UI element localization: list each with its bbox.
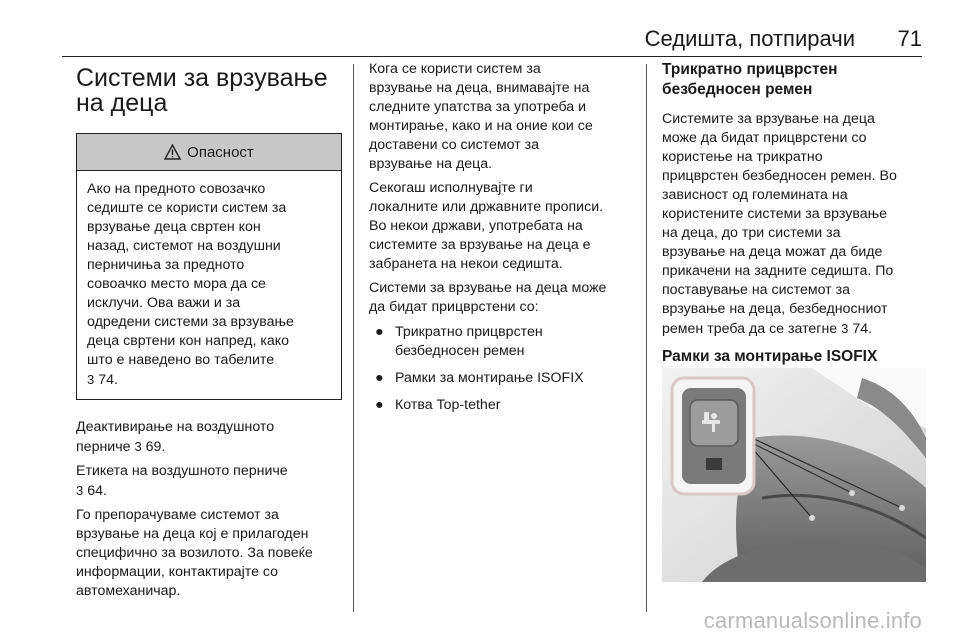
column-divider-2 — [646, 64, 647, 612]
arrow-icon: 3 — [134, 439, 142, 454]
bullet-list — [369, 323, 631, 415]
bullet-icon: ● — [375, 397, 384, 413]
text-line: забранета на некои седишта. — [369, 256, 563, 272]
text-line: Во некои држави, употребата на — [369, 218, 583, 234]
list-item — [369, 323, 631, 361]
danger-label: Опасност — [187, 143, 254, 161]
page-reference-link[interactable] — [841, 321, 872, 337]
text-line: може да бидат прицврстени со — [662, 130, 867, 146]
text-line: што е наведено во табелите — [87, 352, 275, 368]
text-line: информации, контактирајте со — [76, 564, 279, 580]
text-line: одредени системи за врзување — [87, 314, 294, 330]
reference-page: 74. — [852, 321, 873, 337]
page-reference-link[interactable] — [76, 483, 107, 499]
text-line: врзување на деца можат да биде — [662, 244, 883, 260]
text-line: да бидат прицврстени со: — [369, 299, 539, 315]
text-line: Секогаш исполнувајте ги — [369, 180, 533, 196]
text-line: Рамки за монтирање ISOFIX — [395, 370, 584, 386]
paragraph — [76, 418, 342, 457]
paragraph — [76, 506, 342, 601]
text-line: прикачени на задните седишта. По — [662, 263, 894, 279]
text-line: Ако на предното совозачко — [87, 181, 266, 197]
paragraph — [76, 462, 342, 501]
subheading — [662, 60, 932, 100]
reference-page: 74. — [98, 372, 118, 388]
text-line: Котва Top-tether — [395, 397, 501, 413]
arrow-icon: 3 — [76, 483, 84, 498]
column-left — [76, 60, 342, 606]
text-line: користените системи за врзување — [662, 206, 888, 222]
list-item — [369, 369, 631, 388]
column-right — [662, 60, 932, 376]
text-line: исклучи. Ова важи и за — [87, 295, 241, 311]
page-number: 71 — [897, 26, 922, 51]
text-line: безбедносен ремен — [395, 343, 525, 359]
text-line: Кога се користи систем за — [369, 61, 541, 77]
section-title — [76, 66, 342, 116]
text-line: врзување на деца. — [369, 156, 493, 172]
text-line: врзување на деца, внимавајте на — [369, 80, 590, 96]
section-title-line: на деца — [76, 89, 168, 117]
reference-page: 64. — [87, 483, 107, 499]
text-line: врзување на деца, безбедносниот — [662, 301, 888, 317]
danger-text — [77, 171, 341, 399]
text-line: Трикратно прицврстен — [395, 324, 543, 340]
isofix-illustration — [662, 368, 926, 582]
text-line: користење на трикратно — [662, 149, 823, 165]
warning-triangle-icon — [164, 144, 181, 160]
text-line: Го препорачуваме системот за — [76, 507, 279, 523]
page-reference-link[interactable] — [134, 439, 165, 455]
watermark: carmanualsonline.info — [703, 608, 922, 633]
paragraph — [369, 60, 631, 174]
text-line: локалните или државните прописи. — [369, 199, 604, 215]
text-line: зависност од големината на — [662, 187, 848, 203]
text-line: Деактивирање на воздушното — [76, 419, 275, 435]
paragraph — [369, 279, 631, 317]
text-line: монтирање, како и на оние кои се — [369, 118, 593, 134]
text-line: доставени со системот за — [369, 137, 540, 153]
text-line: деца свртени кон напред, како — [87, 333, 290, 349]
text-line: следните упатства за употреба и — [369, 99, 587, 115]
page-reference-link[interactable] — [87, 370, 331, 390]
text-line: Системите за врзување на деца — [662, 111, 875, 127]
text-line: прицврстен безбедносен ремен. Во — [662, 168, 897, 184]
subheading: Рамки за монтирање ISOFIX — [662, 348, 878, 365]
arrow-icon: 3 — [87, 372, 95, 387]
paragraph — [369, 179, 631, 274]
text-line: Системи за врзување на деца може — [369, 280, 607, 296]
text-line: Етикета на воздушното перниче — [76, 463, 288, 479]
section-title-line: Системи за врзување — [76, 64, 328, 92]
bullet-icon: ● — [375, 324, 384, 340]
column-middle — [369, 60, 631, 423]
danger-box — [76, 133, 342, 400]
rear-seat-photo — [662, 368, 926, 582]
text-line: перниче — [76, 439, 131, 455]
paragraph — [662, 110, 932, 339]
text-line: на деца, до три системи за — [662, 225, 841, 241]
text-line: совоачко место мора да се — [87, 276, 266, 292]
header-rule — [62, 56, 922, 57]
text-line: поставување на системот за — [662, 282, 851, 298]
text-line: Трикратно прицврстен — [662, 61, 838, 78]
running-header-title: Седишта, потпирачи — [644, 26, 855, 51]
text-line: системите за врзување на деца е — [369, 237, 591, 253]
arrow-icon: 3 — [841, 321, 849, 336]
text-line: назад, системот на воздушни — [87, 238, 281, 254]
text-line: специфично за возилото. За повеќе — [76, 545, 313, 561]
bullet-icon: ● — [375, 370, 384, 386]
text-line: безбедносен ремен — [662, 81, 813, 98]
text-line: врзување деца свртен кон — [87, 219, 261, 235]
text-line: автомеханичар. — [76, 583, 181, 599]
text-line: седиште се користи систем за — [87, 200, 287, 216]
danger-header — [77, 134, 341, 171]
text-line: врзување на деца кој е прилагоден — [76, 526, 309, 542]
reference-page: 69. — [145, 439, 166, 455]
text-line: перничиња за предното — [87, 257, 245, 273]
column-divider-1 — [353, 64, 354, 612]
list-item — [369, 396, 631, 415]
text-line: ремен треба да се затегне — [662, 321, 838, 337]
